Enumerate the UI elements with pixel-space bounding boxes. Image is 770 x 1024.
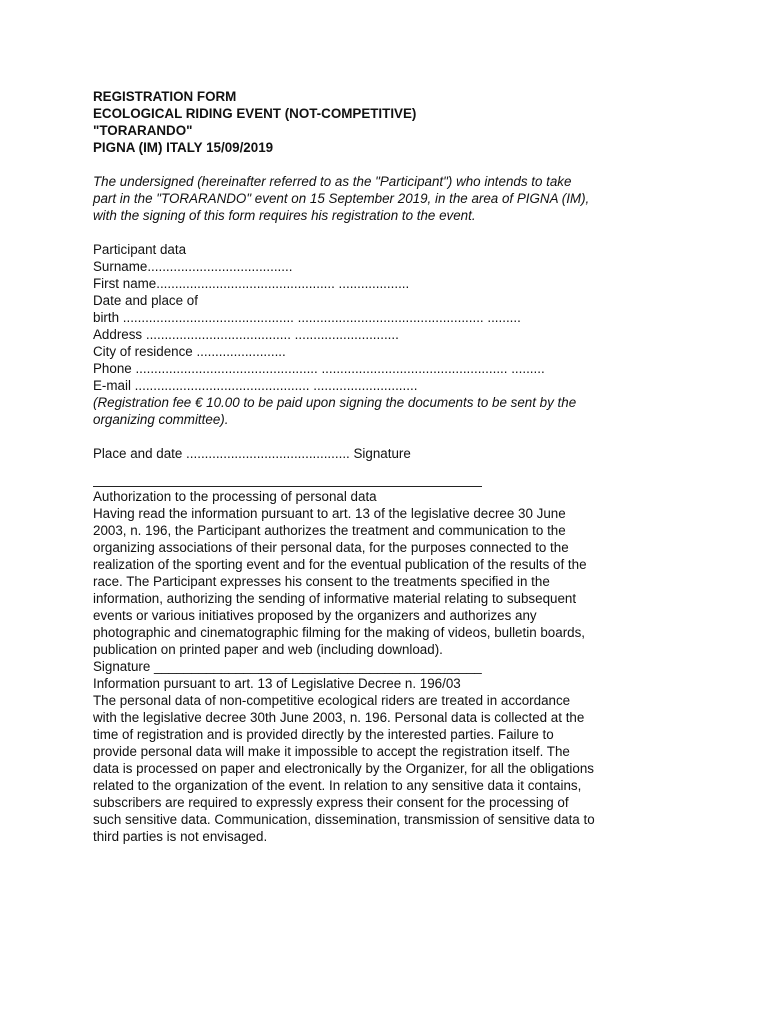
title-line: ECOLOGICAL RIDING EVENT (NOT-COMPETITIVE) [93, 106, 417, 121]
place-date-signature-field[interactable]: Place and date ............................................ Signature [93, 446, 411, 461]
authorization-line: information, authorizing the sending of informative material relating to subsequent [93, 591, 577, 606]
city-field[interactable]: City of residence ........................ [93, 344, 286, 359]
authorization-line: 2003, n. 196, the Participant authorizes the treatment and communication to the [93, 523, 566, 538]
document-title [93, 88, 693, 156]
authorization-line: events or various initiatives proposed by the organizers and authorizes any [93, 608, 537, 623]
information-line: related to the organization of the event. In relation to any sensitive data it contains, [93, 778, 582, 793]
document-page [93, 88, 693, 845]
fee-note: (Registration fee € 10.00 to be paid upon signing the documents to be sent by the [93, 395, 577, 410]
email-field[interactable]: E-mail ............................................... ............................ [93, 378, 418, 393]
information-section [93, 675, 693, 845]
intro-line: part in the "TORARANDO" event on 15 September 2019, in the area of PIGNA (IM), [93, 191, 590, 206]
authorization-line: race. The Participant expresses his consent to the treatments specified in the [93, 574, 550, 589]
information-line: provide personal data will make it impossible to accept the registration itself. The [93, 744, 570, 759]
fee-note: organizing committee). [93, 412, 229, 427]
intro-paragraph [93, 173, 693, 224]
first-name-field[interactable]: First name................................................ ................... [93, 276, 410, 291]
participant-data-section [93, 241, 693, 428]
information-line: with the legislative decree 30th June 2003, n. 196. Personal data is collected at the [93, 710, 585, 725]
authorization-line: photographic and cinematographic filming for the making of videos, bulletin boards, [93, 625, 586, 640]
information-line: such sensitive data. Communication, dissemination, transmission of sensitive data to [93, 812, 595, 827]
information-heading: Information pursuant to art. 13 of Legislative Decree n. 196/03 [93, 676, 461, 691]
authorization-line: organizing associations of their personal data, for the purposes connected to the [93, 540, 569, 555]
authorization-line: realization of the sporting event and for the eventual publication of the results of the [93, 557, 587, 572]
information-line: The personal data of non-competitive ecological riders are treated in accordance [93, 693, 571, 708]
information-line: time of registration and is provided directly by the interested parties. Failure to [93, 727, 554, 742]
authorization-signature-field[interactable]: Signature ____________________________________________ [93, 659, 482, 674]
divider-line [93, 478, 482, 487]
date-place-label: Date and place of [93, 293, 198, 308]
address-field[interactable]: Address ....................................... ............................ [93, 327, 399, 342]
authorization-line: Having read the information pursuant to art. 13 of the legislative decree 30 June [93, 506, 566, 521]
information-line: subscribers are required to expressly express their consent for the processing of [93, 795, 569, 810]
birth-field[interactable]: birth .............................................. .................................................. ......... [93, 310, 521, 325]
information-line: third parties is not envisaged. [93, 829, 268, 844]
title-line: REGISTRATION FORM [93, 89, 237, 104]
authorization-section [93, 488, 693, 675]
surname-field[interactable]: Surname....................................... [93, 259, 293, 274]
authorization-heading: Authorization to the processing of personal data [93, 489, 377, 504]
authorization-line: publication on printed paper and web (including download). [93, 642, 443, 657]
phone-field[interactable]: Phone ................................................. .................................................. ......... [93, 361, 545, 376]
intro-line: with the signing of this form requires his registration to the event. [93, 208, 476, 223]
participant-heading: Participant data [93, 242, 187, 257]
information-line: data is processed on paper and electronically by the Organizer, for all the obligations [93, 761, 594, 776]
title-line: PIGNA (IM) ITALY 15/09/2019 [93, 140, 274, 155]
title-line: "TORARANDO" [93, 123, 193, 138]
intro-line: The undersigned (hereinafter referred to as the "Participant") who intends to take [93, 174, 572, 189]
